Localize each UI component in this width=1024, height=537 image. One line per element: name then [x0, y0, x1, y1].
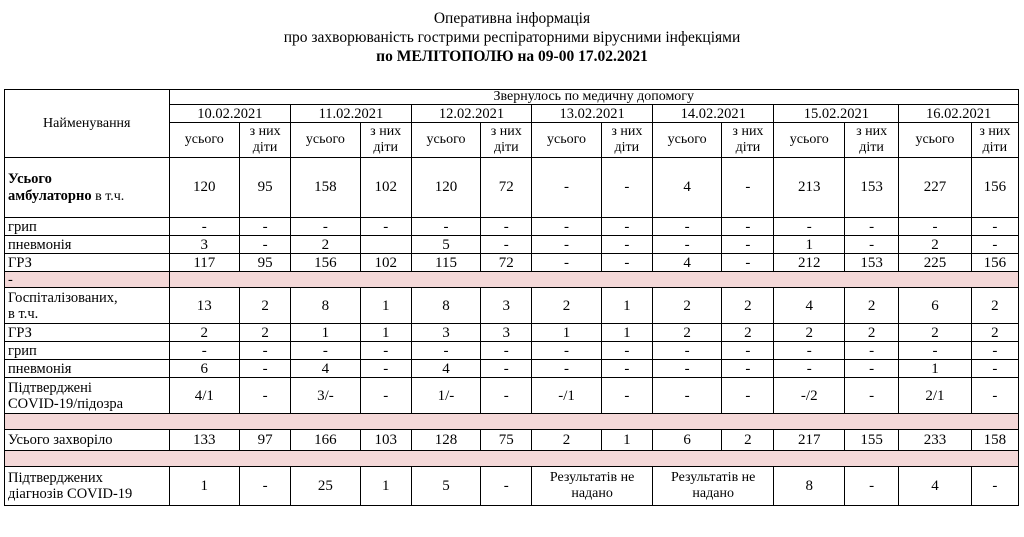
cell: -	[652, 236, 721, 254]
cell: -	[291, 342, 360, 360]
header-group: Звернулось по медичну допомогу	[169, 90, 1018, 105]
row-label: грип	[5, 218, 170, 236]
cell: -	[360, 360, 411, 378]
cell: -	[481, 236, 532, 254]
cell: -	[601, 218, 652, 236]
cell: 120	[169, 158, 240, 218]
cell: 4	[291, 360, 360, 378]
header-name: Найменування	[5, 90, 170, 158]
cell: 2	[845, 288, 899, 324]
cell: 2	[899, 324, 972, 342]
cell: 2	[722, 430, 774, 451]
cell: -	[774, 342, 845, 360]
header-date: 11.02.2021	[291, 105, 412, 123]
cell: 1	[601, 430, 652, 451]
header-sub-children: з них діти	[240, 123, 291, 158]
cell: 5	[411, 467, 480, 506]
cell: 225	[899, 254, 972, 272]
cell: 103	[360, 430, 411, 451]
cell: -	[971, 218, 1018, 236]
cell: 1	[360, 467, 411, 506]
cell: 1	[360, 288, 411, 324]
cell: -	[652, 378, 721, 414]
cell: 4	[899, 467, 972, 506]
header-date: 12.02.2021	[411, 105, 532, 123]
cell: -/2	[774, 378, 845, 414]
cell: 6	[899, 288, 972, 324]
cell: 4	[652, 254, 721, 272]
row-label: Усього захворіло	[5, 430, 170, 451]
cell: -	[601, 254, 652, 272]
cell: -	[532, 254, 601, 272]
cell: -	[532, 218, 601, 236]
cell: 156	[971, 254, 1018, 272]
cell: -	[601, 342, 652, 360]
cell: 2/1	[899, 378, 972, 414]
header-sub-children: з них діти	[722, 123, 774, 158]
cell: -	[240, 236, 291, 254]
cell: -	[845, 467, 899, 506]
row-label: пневмонія	[5, 236, 170, 254]
cell: 1	[532, 324, 601, 342]
cell: 102	[360, 254, 411, 272]
header-sub-total: усього	[169, 123, 240, 158]
cell: 95	[240, 158, 291, 218]
header-sub-total: усього	[899, 123, 972, 158]
cell: -	[722, 342, 774, 360]
report-title	[0, 0, 1024, 66]
cell: 3	[411, 324, 480, 342]
cell: 2	[291, 236, 360, 254]
cell: 2	[722, 288, 774, 324]
cell: -	[774, 360, 845, 378]
cell: 3/-	[291, 378, 360, 414]
header-date: 15.02.2021	[774, 105, 899, 123]
row-label: Госпіталізованих, в т.ч.	[5, 288, 170, 324]
cell: 133	[169, 430, 240, 451]
cell: 4	[411, 360, 480, 378]
cell: 2	[652, 324, 721, 342]
cell: 117	[169, 254, 240, 272]
cell: 6	[652, 430, 721, 451]
cell: 2	[652, 288, 721, 324]
cell: 128	[411, 430, 480, 451]
no-results-cell: Результатів не надано	[532, 467, 653, 506]
cell: 2	[532, 288, 601, 324]
row-separator	[5, 451, 1019, 467]
cell	[360, 236, 411, 254]
no-results-cell: Результатів не надано	[652, 467, 774, 506]
header-date: 10.02.2021	[169, 105, 291, 123]
cell: 4	[774, 288, 845, 324]
cell: -	[652, 360, 721, 378]
cell: 4/1	[169, 378, 240, 414]
cell: 233	[899, 430, 972, 451]
header-sub-children: з них діти	[601, 123, 652, 158]
cell: -	[845, 378, 899, 414]
cell: -	[532, 360, 601, 378]
cell: 2	[845, 324, 899, 342]
row-hosp-pneumonia	[5, 360, 1019, 378]
cell: -	[899, 342, 972, 360]
cell: 2	[169, 324, 240, 342]
cell: -	[532, 342, 601, 360]
row-label: Підтверджені COVID-19/підозра	[5, 378, 170, 414]
cell: -	[652, 218, 721, 236]
cell: 5	[411, 236, 480, 254]
cell: 212	[774, 254, 845, 272]
row-label: грип	[5, 342, 170, 360]
row-grz	[5, 254, 1019, 272]
row-label: Усього амбулаторно в т.ч.	[5, 158, 170, 218]
cell: -	[411, 218, 480, 236]
row-total	[5, 430, 1019, 451]
cell: 227	[899, 158, 972, 218]
cell: -	[360, 342, 411, 360]
row-separator	[5, 414, 1019, 430]
title-line-3: по МЕЛІТОПОЛЮ на 09-00 17.02.2021	[376, 48, 648, 65]
cell: 2	[971, 288, 1018, 324]
cell: 8	[291, 288, 360, 324]
cell: 3	[169, 236, 240, 254]
cell: 1	[774, 236, 845, 254]
cell: 2	[774, 324, 845, 342]
cell: 2	[532, 430, 601, 451]
cell: -	[240, 342, 291, 360]
header-sub-total: усього	[532, 123, 601, 158]
cell: -	[601, 378, 652, 414]
header-sub-children: з них діти	[845, 123, 899, 158]
row-pneumonia	[5, 236, 1019, 254]
cell: -	[722, 218, 774, 236]
header-date: 13.02.2021	[532, 105, 653, 123]
header-sub-children: з них діти	[971, 123, 1018, 158]
cell: 3	[481, 324, 532, 342]
row-confirmed-covid	[5, 467, 1019, 506]
row-label: Підтверджених діагнозів COVID-19	[5, 467, 170, 506]
cell: 3	[481, 288, 532, 324]
header-sub-total: усього	[774, 123, 845, 158]
cell: -	[722, 236, 774, 254]
cell: -	[360, 218, 411, 236]
cell: 72	[481, 158, 532, 218]
title-line-2: про захворюваність гострими респіраторними вірусними інфекціями	[283, 29, 741, 46]
cell: -	[722, 360, 774, 378]
cell: -	[601, 158, 652, 218]
cell: -	[722, 158, 774, 218]
header-date: 16.02.2021	[899, 105, 1019, 123]
title-line-1: Оперативна інформація	[433, 10, 591, 27]
cell: 95	[240, 254, 291, 272]
cell: -	[845, 360, 899, 378]
cell: -	[481, 360, 532, 378]
cell: -	[481, 467, 532, 506]
cell: -	[169, 342, 240, 360]
cell: -	[360, 378, 411, 414]
cell: 213	[774, 158, 845, 218]
cell: -	[532, 236, 601, 254]
cell: 158	[291, 158, 360, 218]
cell: 13	[169, 288, 240, 324]
row-separator	[5, 272, 1019, 288]
cell: -	[845, 342, 899, 360]
cell: -	[601, 360, 652, 378]
cell: 1/-	[411, 378, 480, 414]
cell: 217	[774, 430, 845, 451]
row-label: -	[5, 272, 170, 288]
row-label: ГРЗ	[5, 254, 170, 272]
cell: -	[240, 218, 291, 236]
cell: 2	[722, 324, 774, 342]
cell: 156	[291, 254, 360, 272]
cell: -	[240, 360, 291, 378]
cell: 8	[411, 288, 480, 324]
row-hosp-grz	[5, 324, 1019, 342]
cell: -/1	[532, 378, 601, 414]
cell: -	[971, 360, 1018, 378]
header-sub-children: з них діти	[360, 123, 411, 158]
cell: 156	[971, 158, 1018, 218]
cell: 97	[240, 430, 291, 451]
cell: -	[722, 254, 774, 272]
cell: 2	[240, 288, 291, 324]
cell: 25	[291, 467, 360, 506]
cell: -	[240, 378, 291, 414]
cell: -	[240, 467, 291, 506]
cell: 1	[601, 288, 652, 324]
cell: -	[971, 342, 1018, 360]
header-sub-total: усього	[291, 123, 360, 158]
cell: 72	[481, 254, 532, 272]
cell: -	[411, 342, 480, 360]
cell: 1	[899, 360, 972, 378]
cell: 120	[411, 158, 480, 218]
cell: -	[169, 218, 240, 236]
row-label: ГРЗ	[5, 324, 170, 342]
cell: 4	[652, 158, 721, 218]
cell: -	[601, 236, 652, 254]
cell: 155	[845, 430, 899, 451]
cell: -	[845, 218, 899, 236]
cell: -	[971, 467, 1018, 506]
header-date: 14.02.2021	[652, 105, 774, 123]
cell: -	[899, 218, 972, 236]
header-sub-children: з них діти	[481, 123, 532, 158]
cell: -	[481, 342, 532, 360]
cell: -	[481, 218, 532, 236]
cell: 2	[971, 324, 1018, 342]
row-hosp-flu	[5, 342, 1019, 360]
cell: 1	[360, 324, 411, 342]
cell: 158	[971, 430, 1018, 451]
cell: 1	[291, 324, 360, 342]
cell: 166	[291, 430, 360, 451]
header-sub-total: усього	[652, 123, 721, 158]
row-covid	[5, 378, 1019, 414]
cell: -	[291, 218, 360, 236]
cell: -	[971, 236, 1018, 254]
cell: -	[722, 378, 774, 414]
cell: -	[971, 378, 1018, 414]
row-hospitalized	[5, 288, 1019, 324]
cell: -	[774, 218, 845, 236]
cell: -	[481, 378, 532, 414]
cell: -	[532, 158, 601, 218]
cell: 8	[774, 467, 845, 506]
cell: 102	[360, 158, 411, 218]
cell: 153	[845, 254, 899, 272]
cell: 2	[899, 236, 972, 254]
row-ambulatory	[5, 158, 1019, 218]
cell: 153	[845, 158, 899, 218]
incidence-table	[4, 89, 1019, 506]
cell: 115	[411, 254, 480, 272]
header-sub-total: усього	[411, 123, 480, 158]
cell: -	[845, 236, 899, 254]
cell: 1	[601, 324, 652, 342]
cell: 1	[169, 467, 240, 506]
cell: 2	[240, 324, 291, 342]
row-label: пневмонія	[5, 360, 170, 378]
cell: 6	[169, 360, 240, 378]
row-flu	[5, 218, 1019, 236]
cell: 75	[481, 430, 532, 451]
cell: -	[652, 342, 721, 360]
